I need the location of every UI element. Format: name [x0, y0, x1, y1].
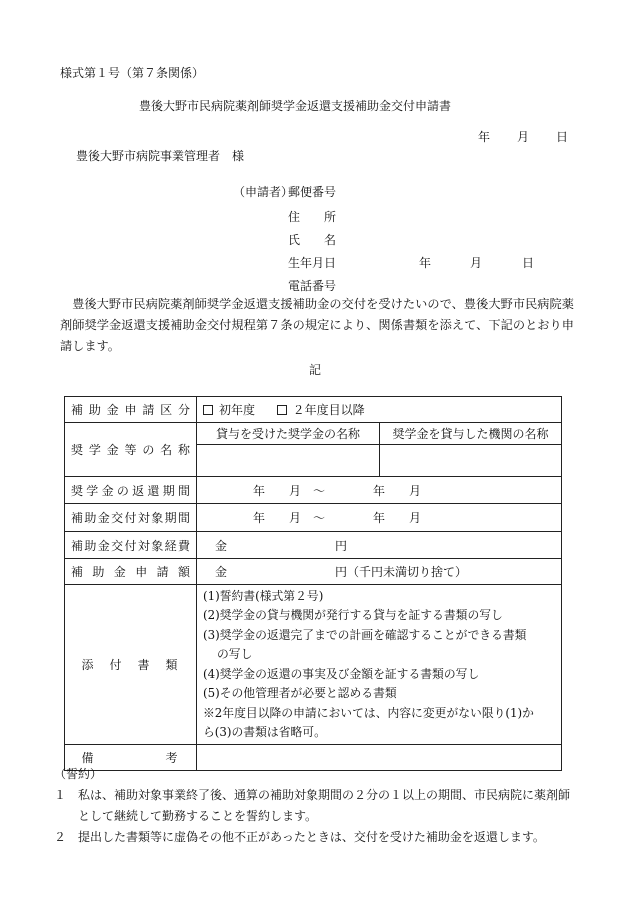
postal-code-label: 郵便番号 — [288, 185, 337, 199]
lending-org-field[interactable] — [380, 445, 562, 477]
attachment-item: (5)その他管理者が必要と認める書類 — [203, 686, 397, 700]
attachment-item: の写し — [217, 647, 253, 661]
attachment-item: (1)誓約書(様式第２号) — [203, 588, 324, 603]
attachments-list — [197, 585, 562, 745]
attachment-item: (3)奨学金の返還完了までの計画を確認することができる書類 — [203, 627, 527, 642]
option-first-year: 初年度 — [219, 403, 256, 417]
table-row — [65, 477, 562, 504]
attachment-note: ※2年度目以降の申請においては、内容に変更がない限り(1)か — [203, 705, 534, 720]
birth-day: 日 — [522, 256, 535, 270]
table-row — [65, 585, 562, 745]
address-label: 住 所 — [288, 210, 337, 224]
table-row — [65, 532, 562, 559]
option-second-year: ２年度目以降 — [292, 403, 365, 417]
attachment-item: (2)奨学金の貸与機関が発行する貸与を証する書類の写し — [203, 608, 503, 622]
pledge-title: （誓約） — [54, 767, 103, 781]
document-title: 豊後大野市民病院薬剤師奨学金返還支援補助金交付申請書 — [139, 99, 452, 113]
scholarship-name-label: 奨学金等の名称 — [65, 423, 197, 477]
repayment-period-label: 奨学金の返還期間 — [65, 477, 197, 504]
table-row — [65, 504, 562, 532]
date-month: 月 — [517, 130, 530, 144]
pledge-item: ２ 提出した書類等に虚偽その他不正があったときは、交付を受けた補助金を返還します。 — [54, 830, 545, 844]
expense-field[interactable]: 金 円 — [197, 532, 562, 559]
attachment-item: (4)奨学金の返還の事実及び金額を証する書類の写し — [203, 666, 480, 681]
col-lending-org: 奨学金を貸与した機関の名称 — [380, 423, 562, 445]
addressee: 豊後大野市病院事業管理者 様 — [76, 149, 245, 163]
table-row — [65, 559, 562, 585]
name-label: 氏 名 — [288, 233, 337, 247]
repayment-period-field[interactable]: 年 月 〜 年 月 — [197, 477, 562, 504]
scholarship-name-field[interactable] — [197, 445, 380, 477]
remarks-label: 備 考 — [65, 745, 197, 771]
date-year: 年 — [478, 130, 491, 144]
ki-heading: 記 — [309, 363, 322, 377]
pledge-item: １ 私は、補助対象事業終了後、通算の補助対象期間の２分の１以上の期間、市民病院に薬剤師として継続して勤務することを誓約します。 — [54, 788, 571, 823]
application-table — [64, 396, 562, 771]
target-period-field[interactable]: 年 月 〜 年 月 — [197, 504, 562, 532]
form-number: 様式第１号（第７条関係） — [60, 66, 205, 80]
date-day: 日 — [556, 130, 569, 144]
intro-paragraph: 豊後大野市民病院薬剤師奨学金返還支援補助金の交付を受けたいので、豊後大野市民病院薬剤師奨学金返還支援補助金交付規程第７条の規定により、関係書類を添えて、下記のとおり申請します。 — [60, 297, 574, 353]
checkbox-first-year[interactable] — [203, 405, 213, 415]
target-period-label: 補助金交付対象期間 — [65, 504, 197, 532]
table-row — [65, 423, 562, 445]
amount-field[interactable]: 金 円（千円未満切り捨て） — [197, 559, 562, 585]
birth-year: 年 — [419, 256, 432, 270]
phone-label: 電話番号 — [288, 279, 337, 293]
attachment-note: ら(3)の書類は省略可。 — [203, 725, 326, 739]
birth-month: 月 — [470, 256, 483, 270]
applicant-label: （申請者） — [233, 185, 294, 199]
col-scholarship-name: 貸与を受けた奨学金の名称 — [197, 423, 380, 445]
category-options — [197, 397, 562, 423]
checkbox-second-year[interactable] — [277, 405, 287, 415]
amount-label: 補助金申請額 — [65, 559, 197, 585]
attachments-label: 添 付 書 類 — [65, 585, 197, 745]
expense-label: 補助金交付対象経費 — [65, 532, 197, 559]
pledge-section — [54, 764, 574, 848]
birthdate-label: 生年月日 — [288, 256, 337, 270]
table-row — [65, 397, 562, 423]
category-label: 補助金申請区分 — [65, 397, 197, 423]
